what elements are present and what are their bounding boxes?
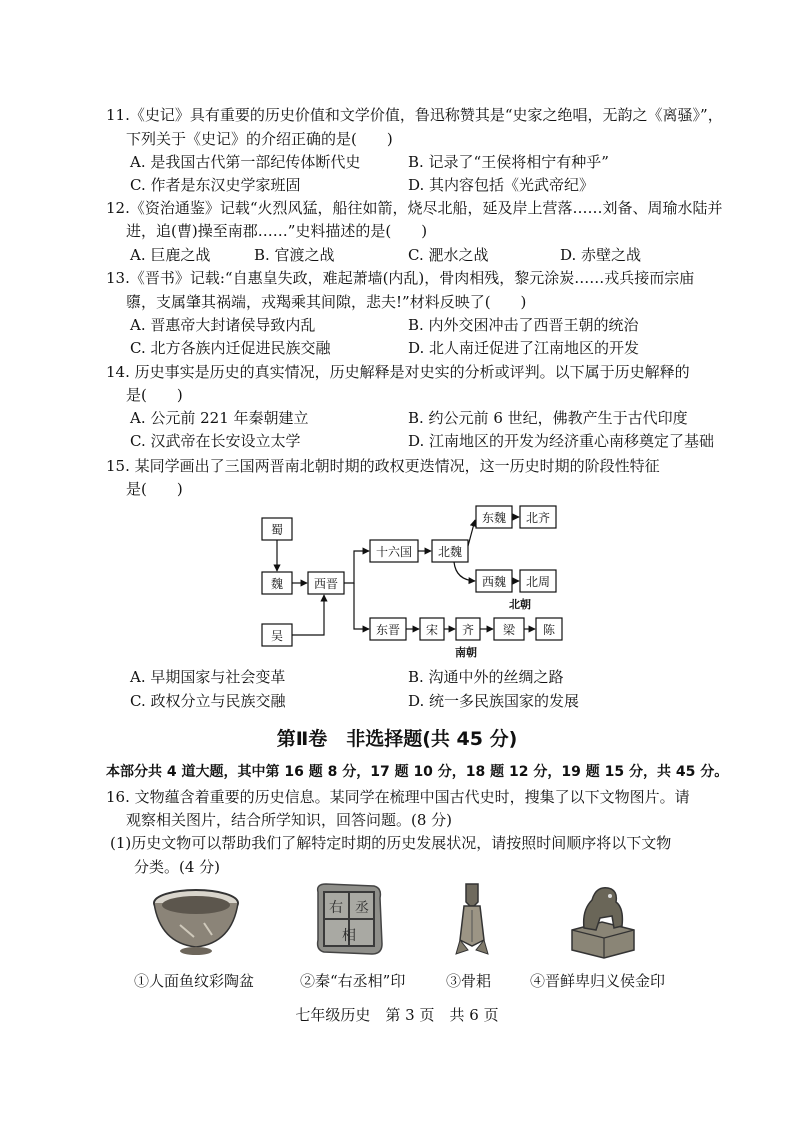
q16-sub1-line2: 分类。(4 分) [134,858,221,876]
q14-option-b: B. 约公元前 6 世纪，佛教产生于古代印度 [408,409,688,427]
q14-option-d: D. 江南地区的开发为经济重心南移奠定了基础 [408,432,715,450]
q16-sub1-line1: (1)历史文物可以帮助我们了解特定时期的历史发展状况，请按照时间顺序将以下文物 [110,834,672,852]
q13-option-c: C. 北方各族内迁促进民族交融 [130,339,331,357]
label-wei: 魏 [270,577,284,591]
page-footer: 七年级历史 第 3 页 共 6 页 [295,1006,499,1024]
label-dongjin: 东晋 [375,623,401,637]
artifact-caption-2: ②秦“右丞相”印 [300,972,406,990]
q12-option-a: A. 巨鹿之战 [130,246,211,264]
section-title: 第Ⅱ卷 非选择题(共 45 分) [276,728,518,750]
label-shu: 蜀 [270,523,284,537]
label-xiwei: 西魏 [481,575,507,589]
artifact-caption-1: ①人面鱼纹彩陶盆 [134,972,255,990]
q15-option-d: D. 统一多民族国家的发展 [408,692,580,710]
q15-option-b: B. 沟通中外的丝绸之路 [408,668,564,686]
label-beizhou: 北周 [525,575,551,589]
label-chen: 陈 [542,623,556,637]
q12-option-b: B. 官渡之战 [254,246,335,264]
artifact-caption-3: ③骨耜 [446,972,492,990]
q11-stem-line2: 下列关于《史记》的介绍正确的是( ) [126,130,393,148]
qin-seal-image [312,880,386,958]
label-beiwei: 北魏 [437,545,463,559]
seal-char-2: 丞 [355,900,369,916]
label-xijin: 西晋 [313,577,339,591]
label-song: 宋 [425,623,439,637]
label-dongwei: 东魏 [481,511,507,525]
q13-option-b: B. 内外交困冲击了西晋王朝的统治 [408,316,639,334]
q11-option-c: C. 作者是东汉史学家班固 [130,176,301,194]
q13-stem-line1: 13.《晋书》记载:“自惠皇失政，难起萧墙(内乱)，骨肉相残，黎元涂炭……戎兵接而宗庙 [106,269,695,287]
label-wu: 吴 [270,629,284,643]
q15-option-c: C. 政权分立与民族交融 [130,692,286,710]
label-shiliuguo: 十六国 [375,545,413,559]
label-qi: 齐 [461,623,475,637]
q16-stem-line2: 观察相关图片，结合所学知识，回答问题。(8 分) [126,811,453,829]
label-beichao: 北朝 [509,598,531,611]
q12-stem-line2: 进，追(曹)操至南郡……”史料描述的是( ) [126,222,428,240]
section-intro: 本部分共 4 道大题，其中第 16 题 8 分，17 题 10 分，18 题 12 分，19 题 15 分，共 45 分。 [106,764,729,780]
seal-char-3: 相 [342,928,356,944]
q13-stem-line2: 隳，支属肇其祸端，戎羯乘其间隙，悲夫!”材料反映了( ) [126,293,527,311]
q15-stem-line1: 15. 某同学画出了三国两晋南北朝时期的政权更迭情况，这一历史时期的阶段性特征 [106,457,660,475]
label-beiqi: 北齐 [525,511,551,525]
q14-option-a: A. 公元前 221 年秦朝建立 [130,409,309,427]
q12-option-c: C. 淝水之战 [408,246,489,264]
q15-stem-line2: 是( ) [126,480,183,498]
dynasty-succession-diagram [250,500,580,662]
q15-option-a: A. 早期国家与社会变革 [130,668,286,686]
xianbei-gold-seal-image [566,878,640,960]
seal-char-1: 右 [329,900,343,916]
artifact-caption-4: ④晋鲜卑归义侯金印 [530,972,666,990]
q13-option-a: A. 晋惠帝大封诸侯导致内乱 [130,316,316,334]
q16-stem-line1: 16. 文物蕴含着重要的历史信息。某同学在梳理中国古代史时，搜集了以下文物图片。请 [106,788,690,806]
q11-stem-line1: 11.《史记》具有重要的历史价值和文学价值，鲁迅称赞其是“史家之绝唱，无韵之《离骚》”， [106,106,723,124]
q14-option-c: C. 汉武帝在长安设立太学 [130,432,301,450]
painted-pottery-basin-image [150,885,242,957]
q13-option-d: D. 北人南迁促进了江南地区的开发 [408,339,640,357]
label-liang: 梁 [502,623,516,637]
q12-stem-line1: 12.《资治通鉴》记载“火烈风猛，船往如箭，烧尽北船，延及岸上营落……刘备、周瑜水陆并 [106,199,723,217]
bone-spade-image [452,880,492,960]
label-nanchao: 南朝 [455,646,477,659]
q11-option-d: D. 其内容包括《光武帝纪》 [408,176,595,194]
q12-option-d: D. 赤壁之战 [560,246,642,264]
q11-option-b: B. 记录了“王侯将相宁有种乎” [408,153,609,171]
q14-stem-line2: 是( ) [126,386,183,404]
q11-option-a: A. 是我国古代第一部纪传体断代史 [130,153,361,171]
q14-stem-line1: 14. 历史事实是历史的真实情况，历史解释是对史实的分析或评判。以下属于历史解释的 [106,363,690,381]
